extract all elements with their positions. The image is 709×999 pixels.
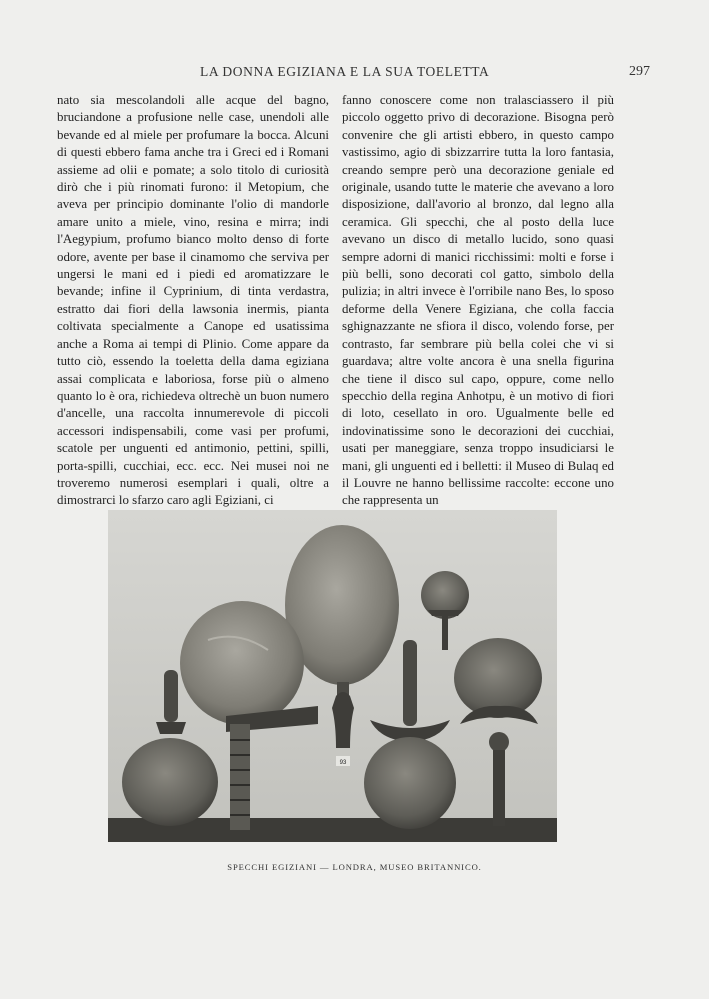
page-number: 297	[629, 64, 650, 79]
right-text-column	[342, 92, 614, 510]
left-paragraph: nato sia mescolandoli alle acque del bagno, bruciandone a profusione nelle case, unendoli alle bevande ed al miele per profumare la bocca. Alcuni di questi ebbero fama anche tra i Greci ed i Romani assieme ad olii e pomate; a solo titolo di curiosità dirò che i più rinomati furono: il Metopium, che aveva per principio dominante l'olio di mandorle amare unito a miele, vino, resina e mirra; indi l'Aegypium, profumo bianco molto denso di forte odore, avente per base il cinamomo che serviva per ungersi le mani ed i piedi ed aromatizzare le bevande; infine il Cyprinium, di tinta verdastra, estratto dai fiori della lawsonia inermis, pianta coltivata specialmente a Canope ed usatissima anche a Roma ai tempi di Plinio. Come appare da tutto ciò, essendo la toeletta della dama egiziana assai complicata e laboriosa, forse più o almeno quanto lo è ora, richiedeva oltrechè un buon numero d'ancelle, una raccolta innumerevole di piccoli accessori indispensabili, come vasi per profumi, scatole per unguenti ed antimonio, pettini, spilli, porta-spilli, cucchiai, ecc. ecc. Nei musei noi ne troveremo numerosi esemplari i quali, oltre a dimostrarci lo sfarzo caro agli Egiziani, ci	[57, 93, 329, 508]
mirror-disc-upper-left	[180, 601, 304, 725]
right-paragraph: fanno conoscere come non tralasciassero il più piccolo oggetto privo di decorazione. Bisogna però convenire che gli artisti ebbero, in questo campo vastissimo, agio di sbizzarrire tutta la loro fantasia, creando sempre però una decorazione geniale ed originale, usando tutte le materie che avevano a loro disposizione, dall'avorio al bronzo, dal legno alla ceramica. Gli specchi, che al posto della luce avevano un disco di metallo lucido, sono quasi sempre adorni di manici ricchissimi: molti e forse i più belli, sono decorati col gatto, simbolo della pulizia; in altri invece è l'orribile nano Bes, lo sposo deforme della Venere Egiziana, che colla faccia sghignazzante ne sfiora il disco, volendo forse, per contrasto, far sembrare più bella colei che vi si guardava; altre volte ancora è una snella figurina che tiene il disco sul capo, oppure, come nello specchio della regina Anhotpu, è un motivo di fiori di loto, cesellato in oro. Ugualmente belle ed indovinatissime sono le decorazioni dei cucchiai, usati per maneggiare, senza troppo insudiciarsi le mani, gli unguenti ed i belletti: il Museo di Bulaq ed il Louvre ne hanno bellissime raccolte: eccone uno che rappresenta un	[342, 93, 614, 508]
figure-caption: SPECCHI EGIZIANI — LONDRA, MUSEO BRITANNICO.	[227, 862, 482, 872]
museum-label-number: 93	[339, 760, 347, 766]
left-text-column	[57, 92, 329, 510]
mirrors-illustration	[108, 510, 557, 842]
mirrors-photograph	[108, 510, 557, 842]
running-header	[60, 64, 650, 84]
running-title: LA DONNA EGIZIANA E LA SUA TOELETTA	[200, 64, 490, 79]
